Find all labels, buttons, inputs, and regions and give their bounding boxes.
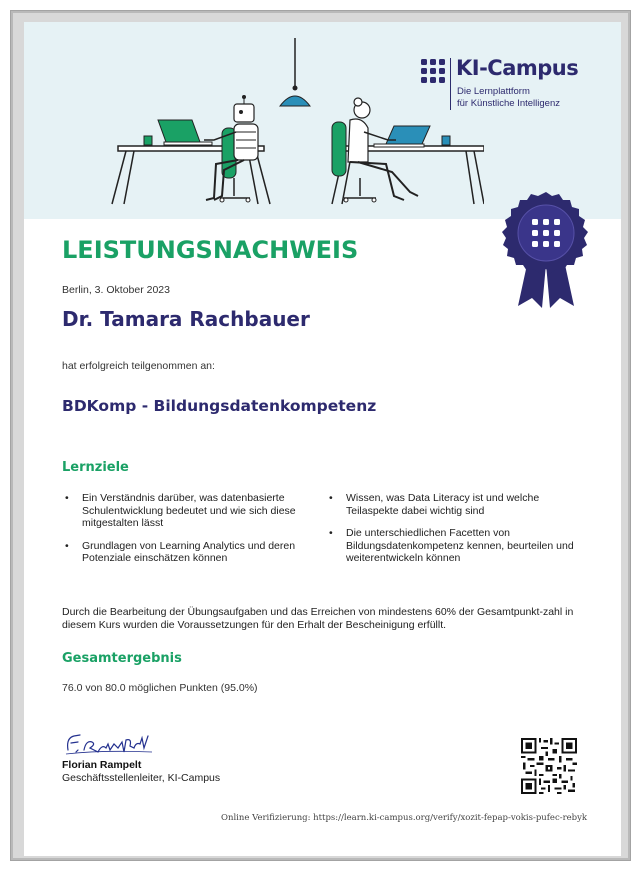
ki-campus-grid-icon	[420, 58, 446, 84]
recipient-name: Dr. Tamara Rachbauer	[62, 307, 310, 331]
goals-left-column	[62, 492, 312, 575]
bullet-icon: •	[65, 539, 69, 552]
signer-role: Geschäftsstellenleiter, KI-Campus	[62, 772, 221, 784]
verification-qr-code	[521, 738, 577, 794]
bullet-icon: •	[329, 492, 333, 504]
course-title: BDKomp - Bildungsdatenkompetenz	[62, 397, 377, 415]
goal-text: Grundlagen von Learning Analytics und deren Potenziale einschätzen können	[82, 539, 296, 564]
verification-url: Online Verifizierung: https://learn.ki-campus.org/verify/xozit-fepap-vokis-pufec-rebyk	[221, 813, 588, 823]
brand-tagline-line2: für Künstliche Intelligenz	[457, 98, 560, 109]
bullet-icon: •	[329, 527, 333, 539]
signer-name: Florian Rampelt	[62, 759, 142, 771]
goals-right-column	[326, 492, 576, 575]
participation-label: hat erfolgreich teilgenommen an:	[62, 360, 215, 372]
issue-date: Berlin, 3. Oktober 2023	[62, 284, 170, 296]
certificate-page	[24, 22, 621, 856]
goal-text: Wissen, was Data Literacy ist und welche Teilaspekte dabei wichtig sind	[346, 492, 540, 517]
signature-image	[62, 730, 154, 756]
certificate-seal-icon	[498, 190, 594, 308]
result-points: 76.0 von 80.0 möglichen Punkten (95.0%)	[62, 682, 258, 694]
brand-tagline-line1: Die Lernplattform	[457, 86, 530, 97]
list-item	[62, 540, 312, 565]
list-item	[326, 492, 576, 517]
bullet-icon: •	[65, 492, 69, 504]
goal-text: Die unterschiedlichen Facetten von Bildungsdatenkompetenz kennen, beurteilen und weiterentwickeln können	[346, 527, 574, 564]
goal-text: Ein Verständnis darüber, was datenbasierte Schulentwicklung bedeutet und wie sich diese mitgestalten lässt	[82, 492, 296, 529]
list-item	[62, 492, 312, 530]
completion-summary: Durch die Bearbeitung der Übungsaufgaben und das Erreichen von mindestens 60% der Gesamtpunkt-zahl in diesem Kurs wurden die Voraussetzungen für den Erhalt der Bescheinigung erfüllt.	[62, 606, 574, 631]
certificate-title: LEISTUNGSNACHWEIS	[62, 236, 359, 264]
ki-campus-logo	[420, 56, 610, 116]
brand-name: KI-Campus	[456, 56, 579, 80]
logo-divider	[450, 58, 451, 110]
list-item	[326, 527, 576, 565]
result-heading: Gesamtergebnis	[62, 651, 182, 666]
learning-goals-heading: Lernziele	[62, 460, 129, 475]
